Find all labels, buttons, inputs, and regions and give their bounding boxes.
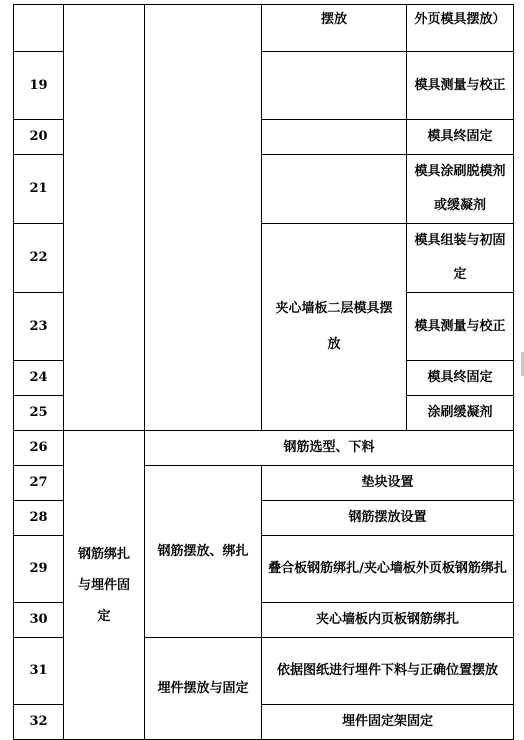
operation-cell: 模具终固定 <box>407 120 514 155</box>
substep-cell: 夹心墙板二层模具摆放 <box>262 224 407 431</box>
substep-cell-empty <box>262 52 407 120</box>
row-number: 28 <box>14 501 64 536</box>
step-cell: 钢筋摆放、绑扎 <box>145 466 262 638</box>
row-number <box>14 5 64 52</box>
row-number: 32 <box>14 705 64 740</box>
step-cell-empty <box>145 5 262 431</box>
table-row <box>14 5 514 52</box>
row-number: 29 <box>14 536 64 603</box>
process-table <box>13 4 514 740</box>
operation-cell: 模具组装与初固定 <box>407 224 514 293</box>
row-number: 21 <box>14 155 64 224</box>
operation-cell: 模具测量与校正 <box>407 52 514 120</box>
row-number: 22 <box>14 224 64 293</box>
operation-cell: 模具测量与校正 <box>407 293 514 361</box>
row-number: 31 <box>14 638 64 705</box>
operation-cell: 外页模具摆放） <box>407 5 514 52</box>
row-number: 27 <box>14 466 64 501</box>
substep-cell: 摆放 <box>262 5 407 52</box>
operation-cell: 钢筋选型、下料 <box>145 431 514 466</box>
operation-cell: 模具涂刷脱模剂或缓凝剂 <box>407 155 514 224</box>
row-number: 19 <box>14 52 64 120</box>
row-number: 30 <box>14 603 64 638</box>
operation-cell: 依据图纸进行埋件下料与正确位置摆放 <box>262 638 514 705</box>
row-number: 24 <box>14 361 64 396</box>
row-number: 20 <box>14 120 64 155</box>
row-number: 26 <box>14 431 64 466</box>
row-number: 25 <box>14 396 64 431</box>
operation-cell: 夹心墙板内页板钢筋绑扎 <box>262 603 514 638</box>
operation-cell: 涂刷缓凝剂 <box>407 396 514 431</box>
stage-cell-empty <box>64 5 145 431</box>
table-row <box>14 431 514 466</box>
operation-cell: 叠合板钢筋绑扎/夹心墙板外页板钢筋绑扎 <box>262 536 514 603</box>
operation-cell: 模具终固定 <box>407 361 514 396</box>
operation-cell: 埋件固定架固定 <box>262 705 514 740</box>
step-cell: 埋件摆放与固定 <box>145 638 262 740</box>
row-number: 23 <box>14 293 64 361</box>
stage-cell: 钢筋绑扎与埋件固定 <box>64 431 145 740</box>
substep-cell-empty <box>262 155 407 224</box>
operation-cell: 垫块设置 <box>262 466 514 501</box>
substep-cell-empty <box>262 120 407 155</box>
operation-cell: 钢筋摆放设置 <box>262 501 514 536</box>
